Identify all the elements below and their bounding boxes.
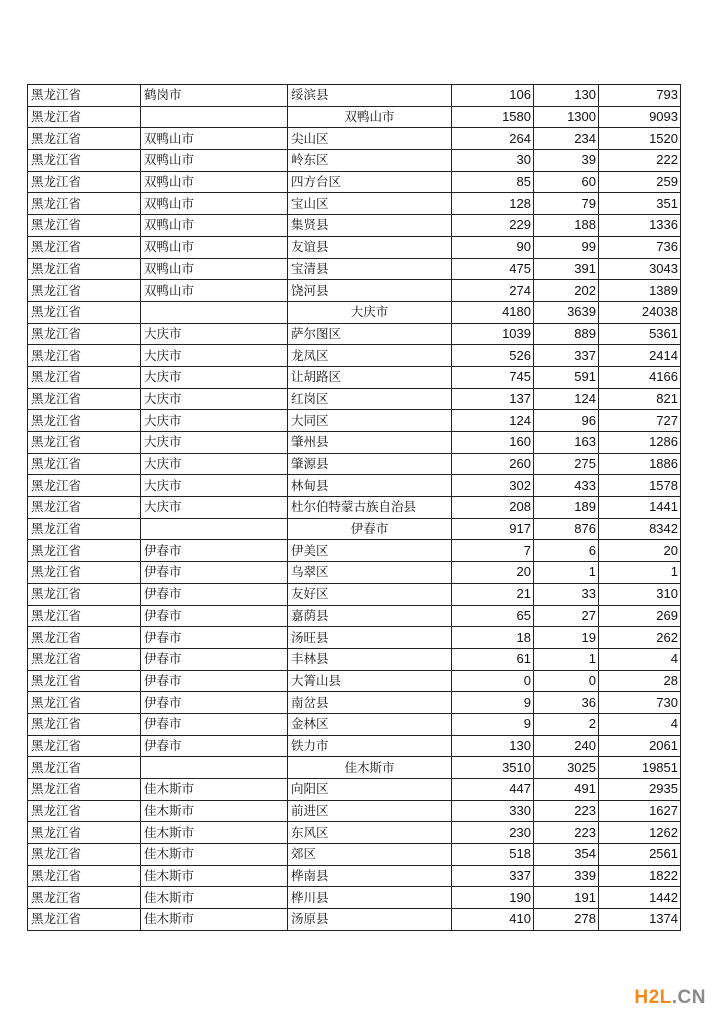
county-cell: 大同区: [288, 410, 452, 432]
value-cell-2: 337: [534, 345, 599, 367]
province-cell: 黑龙江省: [28, 497, 141, 519]
city-cell: 伊春市: [141, 648, 288, 670]
table-row-city-total: [28, 518, 681, 540]
county-cell: 铁力市: [288, 735, 452, 757]
city-cell: 双鸭山市: [141, 236, 288, 258]
province-cell: 黑龙江省: [28, 800, 141, 822]
value-cell-2: 36: [534, 692, 599, 714]
city-cell: 大庆市: [141, 475, 288, 497]
county-cell: 乌翠区: [288, 562, 452, 584]
county-cell: 尖山区: [288, 128, 452, 150]
table-row: [28, 627, 681, 649]
county-cell: 大箐山县: [288, 670, 452, 692]
table-row: [28, 150, 681, 172]
county-cell: 友谊县: [288, 236, 452, 258]
province-cell: 黑龙江省: [28, 540, 141, 562]
value-cell-2: 275: [534, 453, 599, 475]
value-cell-2: 99: [534, 236, 599, 258]
table-row: [28, 844, 681, 866]
county-cell: 友好区: [288, 583, 452, 605]
table-row: [28, 215, 681, 237]
table-row: [28, 236, 681, 258]
province-cell: 黑龙江省: [28, 844, 141, 866]
value-cell-1: 124: [452, 410, 534, 432]
county-cell: 丰林县: [288, 648, 452, 670]
city-cell: 佳木斯市: [141, 800, 288, 822]
value-cell-3: 1441: [599, 497, 681, 519]
value-cell-1: 3510: [452, 757, 534, 779]
province-cell: 黑龙江省: [28, 215, 141, 237]
city-cell: 伊春市: [141, 692, 288, 714]
county-cell: 饶河县: [288, 280, 452, 302]
county-cell: 嘉荫县: [288, 605, 452, 627]
city-cell: 伊春市: [141, 540, 288, 562]
province-cell: 黑龙江省: [28, 345, 141, 367]
value-cell-2: 240: [534, 735, 599, 757]
value-cell-3: 1286: [599, 432, 681, 454]
table-row: [28, 692, 681, 714]
value-cell-1: 61: [452, 648, 534, 670]
city-cell: 伊春市: [141, 562, 288, 584]
value-cell-2: 391: [534, 258, 599, 280]
province-cell: 黑龙江省: [28, 670, 141, 692]
value-cell-1: 264: [452, 128, 534, 150]
value-cell-1: 917: [452, 518, 534, 540]
table-row: [28, 410, 681, 432]
city-cell: 佳木斯市: [141, 779, 288, 801]
table-row-city-total: [28, 757, 681, 779]
value-cell-2: 1300: [534, 106, 599, 128]
county-cell: 桦川县: [288, 887, 452, 909]
table-row: [28, 345, 681, 367]
value-cell-3: 793: [599, 85, 681, 107]
value-cell-1: 7: [452, 540, 534, 562]
value-cell-2: 354: [534, 844, 599, 866]
table-row: [28, 388, 681, 410]
province-cell: 黑龙江省: [28, 280, 141, 302]
value-cell-1: 447: [452, 779, 534, 801]
county-cell: 肇州县: [288, 432, 452, 454]
province-cell: 黑龙江省: [28, 453, 141, 475]
city-cell: 双鸭山市: [141, 280, 288, 302]
value-cell-1: 475: [452, 258, 534, 280]
value-cell-2: 491: [534, 779, 599, 801]
value-cell-2: 202: [534, 280, 599, 302]
province-cell: 黑龙江省: [28, 583, 141, 605]
value-cell-3: 351: [599, 193, 681, 215]
city-total-cell: 佳木斯市: [288, 757, 452, 779]
value-cell-2: 223: [534, 800, 599, 822]
value-cell-3: 1262: [599, 822, 681, 844]
province-cell: 黑龙江省: [28, 779, 141, 801]
city-cell: 佳木斯市: [141, 909, 288, 931]
city-cell: 大庆市: [141, 345, 288, 367]
province-cell: 黑龙江省: [28, 562, 141, 584]
value-cell-1: 30: [452, 150, 534, 172]
value-cell-3: 19851: [599, 757, 681, 779]
table-row: [28, 280, 681, 302]
value-cell-1: 337: [452, 865, 534, 887]
county-cell: 郊区: [288, 844, 452, 866]
value-cell-2: 130: [534, 85, 599, 107]
value-cell-1: 106: [452, 85, 534, 107]
province-cell: 黑龙江省: [28, 648, 141, 670]
province-cell: 黑龙江省: [28, 605, 141, 627]
county-cell: 肇源县: [288, 453, 452, 475]
value-cell-3: 1442: [599, 887, 681, 909]
table-row: [28, 562, 681, 584]
county-cell: 岭东区: [288, 150, 452, 172]
county-cell: 集贤县: [288, 215, 452, 237]
county-cell: 龙凤区: [288, 345, 452, 367]
province-cell: 黑龙江省: [28, 518, 141, 540]
value-cell-2: 889: [534, 323, 599, 345]
value-cell-3: 1520: [599, 128, 681, 150]
county-cell: 南岔县: [288, 692, 452, 714]
value-cell-1: 410: [452, 909, 534, 931]
county-cell: 伊美区: [288, 540, 452, 562]
value-cell-2: 189: [534, 497, 599, 519]
value-cell-1: 1039: [452, 323, 534, 345]
value-cell-1: 208: [452, 497, 534, 519]
value-cell-3: 310: [599, 583, 681, 605]
empty-cell: [141, 518, 288, 540]
province-cell: 黑龙江省: [28, 757, 141, 779]
city-cell: 伊春市: [141, 735, 288, 757]
value-cell-3: 2561: [599, 844, 681, 866]
province-cell: 黑龙江省: [28, 323, 141, 345]
value-cell-1: 21: [452, 583, 534, 605]
value-cell-3: 4166: [599, 366, 681, 388]
value-cell-2: 33: [534, 583, 599, 605]
table-row: [28, 865, 681, 887]
table-row: [28, 193, 681, 215]
watermark-suffix: .CN: [671, 987, 706, 1008]
value-cell-1: 9: [452, 713, 534, 735]
value-cell-1: 65: [452, 605, 534, 627]
province-cell: 黑龙江省: [28, 865, 141, 887]
value-cell-3: 262: [599, 627, 681, 649]
county-cell: 桦南县: [288, 865, 452, 887]
value-cell-3: 269: [599, 605, 681, 627]
value-cell-2: 188: [534, 215, 599, 237]
city-cell: 伊春市: [141, 583, 288, 605]
city-cell: 佳木斯市: [141, 865, 288, 887]
value-cell-2: 6: [534, 540, 599, 562]
value-cell-1: 190: [452, 887, 534, 909]
value-cell-3: 259: [599, 171, 681, 193]
city-cell: 双鸭山市: [141, 193, 288, 215]
table-row: [28, 822, 681, 844]
empty-cell: [141, 757, 288, 779]
value-cell-1: 160: [452, 432, 534, 454]
county-cell: 金林区: [288, 713, 452, 735]
value-cell-2: 876: [534, 518, 599, 540]
table-row: [28, 258, 681, 280]
value-cell-1: 4180: [452, 301, 534, 323]
table-row: [28, 670, 681, 692]
province-cell: 黑龙江省: [28, 909, 141, 931]
province-cell: 黑龙江省: [28, 887, 141, 909]
table-row: [28, 497, 681, 519]
value-cell-1: 302: [452, 475, 534, 497]
province-cell: 黑龙江省: [28, 627, 141, 649]
province-cell: 黑龙江省: [28, 236, 141, 258]
value-cell-2: 234: [534, 128, 599, 150]
county-cell: 林甸县: [288, 475, 452, 497]
county-cell: 杜尔伯特蒙古族自治县: [288, 497, 452, 519]
value-cell-3: 730: [599, 692, 681, 714]
empty-cell: [141, 301, 288, 323]
province-cell: 黑龙江省: [28, 735, 141, 757]
value-cell-3: 1374: [599, 909, 681, 931]
province-cell: 黑龙江省: [28, 193, 141, 215]
city-cell: 佳木斯市: [141, 844, 288, 866]
value-cell-1: 18: [452, 627, 534, 649]
county-cell: 宝山区: [288, 193, 452, 215]
table-row: [28, 909, 681, 931]
value-cell-3: 8342: [599, 518, 681, 540]
county-cell: 绥滨县: [288, 85, 452, 107]
value-cell-2: 19: [534, 627, 599, 649]
value-cell-2: 39: [534, 150, 599, 172]
value-cell-3: 2414: [599, 345, 681, 367]
value-cell-1: 745: [452, 366, 534, 388]
province-cell: 黑龙江省: [28, 150, 141, 172]
county-cell: 汤旺县: [288, 627, 452, 649]
value-cell-1: 20: [452, 562, 534, 584]
value-cell-1: 260: [452, 453, 534, 475]
province-cell: 黑龙江省: [28, 301, 141, 323]
value-cell-1: 0: [452, 670, 534, 692]
county-cell: 让胡路区: [288, 366, 452, 388]
value-cell-1: 9: [452, 692, 534, 714]
value-cell-3: 3043: [599, 258, 681, 280]
city-total-cell: 大庆市: [288, 301, 452, 323]
value-cell-1: 1580: [452, 106, 534, 128]
city-cell: 双鸭山市: [141, 258, 288, 280]
value-cell-3: 222: [599, 150, 681, 172]
table-row: [28, 800, 681, 822]
province-cell: 黑龙江省: [28, 128, 141, 150]
value-cell-3: 1886: [599, 453, 681, 475]
value-cell-1: 526: [452, 345, 534, 367]
province-cell: 黑龙江省: [28, 258, 141, 280]
value-cell-2: 3025: [534, 757, 599, 779]
province-cell: 黑龙江省: [28, 692, 141, 714]
value-cell-1: 137: [452, 388, 534, 410]
city-cell: 大庆市: [141, 388, 288, 410]
table-row: [28, 648, 681, 670]
county-cell: 向阳区: [288, 779, 452, 801]
county-cell: 东风区: [288, 822, 452, 844]
data-table: [27, 84, 681, 931]
table-row: [28, 735, 681, 757]
table-row: [28, 713, 681, 735]
table-row: [28, 453, 681, 475]
table-row: [28, 583, 681, 605]
province-cell: 黑龙江省: [28, 171, 141, 193]
value-cell-2: 191: [534, 887, 599, 909]
value-cell-3: 2935: [599, 779, 681, 801]
province-cell: 黑龙江省: [28, 106, 141, 128]
table-row: [28, 779, 681, 801]
province-cell: 黑龙江省: [28, 410, 141, 432]
value-cell-3: 1578: [599, 475, 681, 497]
value-cell-2: 27: [534, 605, 599, 627]
value-cell-3: 821: [599, 388, 681, 410]
table-row: [28, 605, 681, 627]
province-cell: 黑龙江省: [28, 85, 141, 107]
value-cell-1: 229: [452, 215, 534, 237]
table-row: [28, 432, 681, 454]
table-body: [28, 85, 681, 931]
city-cell: 大庆市: [141, 366, 288, 388]
value-cell-3: 1389: [599, 280, 681, 302]
value-cell-2: 2: [534, 713, 599, 735]
city-cell: 伊春市: [141, 627, 288, 649]
city-cell: 双鸭山市: [141, 171, 288, 193]
value-cell-2: 96: [534, 410, 599, 432]
city-cell: 大庆市: [141, 432, 288, 454]
table-row: [28, 85, 681, 107]
value-cell-2: 339: [534, 865, 599, 887]
value-cell-3: 4: [599, 648, 681, 670]
city-cell: 伊春市: [141, 670, 288, 692]
city-cell: 双鸭山市: [141, 215, 288, 237]
value-cell-2: 591: [534, 366, 599, 388]
county-cell: 前进区: [288, 800, 452, 822]
value-cell-2: 223: [534, 822, 599, 844]
province-cell: 黑龙江省: [28, 713, 141, 735]
value-cell-3: 4: [599, 713, 681, 735]
value-cell-2: 0: [534, 670, 599, 692]
city-cell: 双鸭山市: [141, 150, 288, 172]
value-cell-3: 24038: [599, 301, 681, 323]
county-cell: 四方台区: [288, 171, 452, 193]
county-cell: 汤原县: [288, 909, 452, 931]
city-cell: 大庆市: [141, 410, 288, 432]
city-cell: 伊春市: [141, 713, 288, 735]
value-cell-1: 274: [452, 280, 534, 302]
value-cell-1: 130: [452, 735, 534, 757]
province-cell: 黑龙江省: [28, 366, 141, 388]
city-cell: 佳木斯市: [141, 887, 288, 909]
value-cell-3: 20: [599, 540, 681, 562]
value-cell-2: 3639: [534, 301, 599, 323]
table-row: [28, 887, 681, 909]
value-cell-1: 90: [452, 236, 534, 258]
city-cell: 大庆市: [141, 453, 288, 475]
city-cell: 佳木斯市: [141, 822, 288, 844]
city-total-cell: 伊春市: [288, 518, 452, 540]
table-row-city-total: [28, 106, 681, 128]
value-cell-2: 1: [534, 648, 599, 670]
city-cell: 伊春市: [141, 605, 288, 627]
value-cell-3: 1: [599, 562, 681, 584]
table-row: [28, 366, 681, 388]
city-total-cell: 双鸭山市: [288, 106, 452, 128]
value-cell-1: 330: [452, 800, 534, 822]
value-cell-3: 5361: [599, 323, 681, 345]
value-cell-1: 518: [452, 844, 534, 866]
value-cell-3: 736: [599, 236, 681, 258]
value-cell-3: 9093: [599, 106, 681, 128]
province-cell: 黑龙江省: [28, 432, 141, 454]
value-cell-2: 124: [534, 388, 599, 410]
city-cell: 鹤岗市: [141, 85, 288, 107]
province-cell: 黑龙江省: [28, 388, 141, 410]
table-row-city-total: [28, 301, 681, 323]
city-cell: 大庆市: [141, 497, 288, 519]
value-cell-2: 1: [534, 562, 599, 584]
city-cell: 大庆市: [141, 323, 288, 345]
value-cell-1: 85: [452, 171, 534, 193]
county-cell: 宝清县: [288, 258, 452, 280]
value-cell-1: 230: [452, 822, 534, 844]
empty-cell: [141, 106, 288, 128]
county-cell: 红岗区: [288, 388, 452, 410]
table-row: [28, 540, 681, 562]
value-cell-3: 1822: [599, 865, 681, 887]
value-cell-2: 79: [534, 193, 599, 215]
value-cell-3: 28: [599, 670, 681, 692]
value-cell-3: 727: [599, 410, 681, 432]
table-row: [28, 128, 681, 150]
table-row: [28, 323, 681, 345]
value-cell-2: 60: [534, 171, 599, 193]
province-cell: 黑龙江省: [28, 822, 141, 844]
value-cell-2: 278: [534, 909, 599, 931]
value-cell-2: 163: [534, 432, 599, 454]
province-cell: 黑龙江省: [28, 475, 141, 497]
site-watermark: [634, 987, 706, 1009]
watermark-brand: H2L: [634, 987, 672, 1008]
value-cell-2: 433: [534, 475, 599, 497]
table-row: [28, 171, 681, 193]
value-cell-3: 1336: [599, 215, 681, 237]
table-row: [28, 475, 681, 497]
county-cell: 萨尔图区: [288, 323, 452, 345]
value-cell-3: 1627: [599, 800, 681, 822]
value-cell-1: 128: [452, 193, 534, 215]
value-cell-3: 2061: [599, 735, 681, 757]
city-cell: 双鸭山市: [141, 128, 288, 150]
